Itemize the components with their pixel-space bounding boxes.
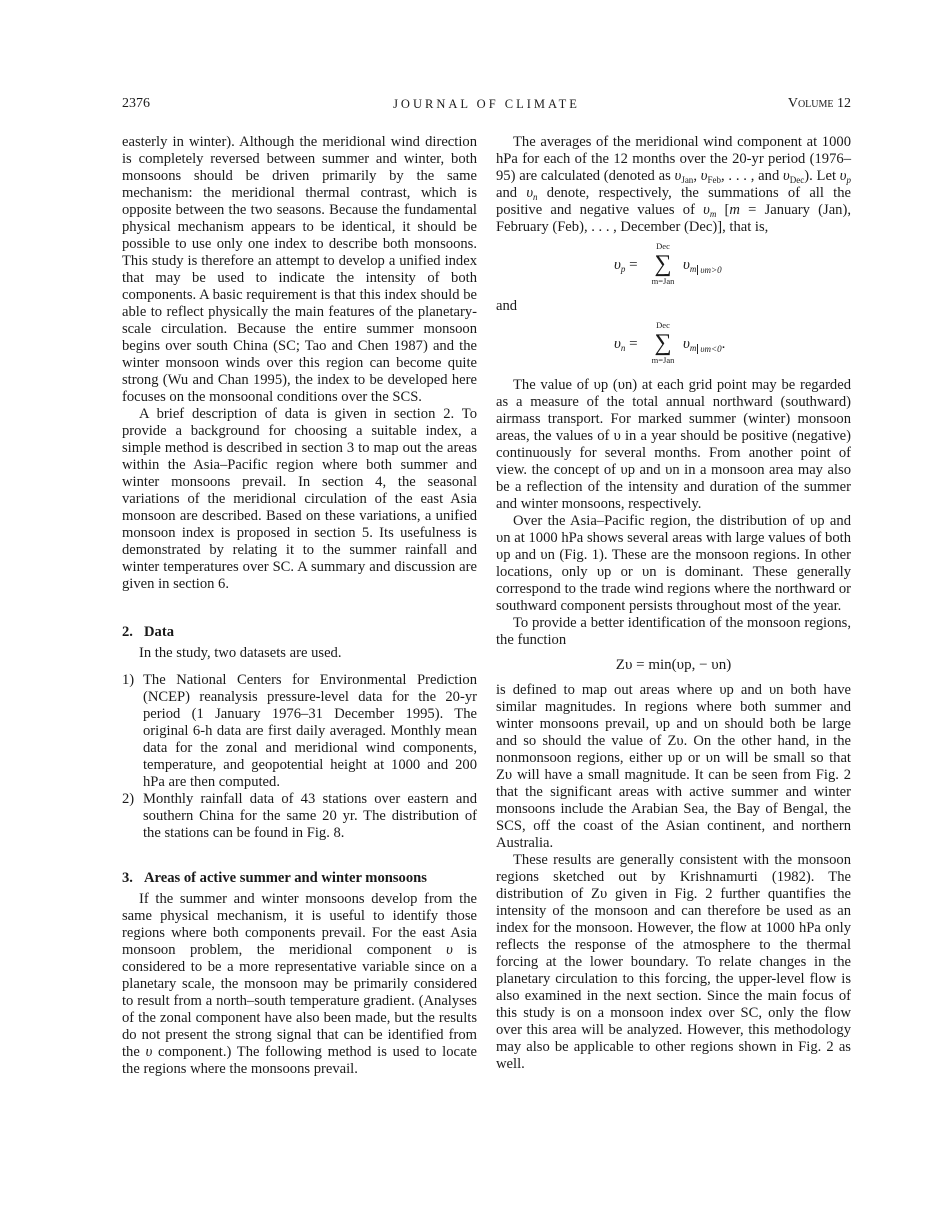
v-symbol: υ: [703, 202, 710, 218]
text-run: component.) The following method is used to locate the regions where the monsoons prevail.: [122, 1044, 477, 1077]
dataset-list: [122, 672, 477, 842]
equation-vn: [496, 321, 851, 371]
text-run: is considered to be a more representative variable since on a planetary scale, the monsoon may be primarily considered to result from a north–south temperature gradient. (Analyses of the zonal component have also been made, but the results do not present the strong signal that can be identified from the: [122, 942, 477, 1060]
intro-paragraph: easterly in winter). Although the meridional wind direction is completely reversed between summer and winter, both monsoons should be driven primarily by the same mechanism: the meridional thermal contrast, which is opposite between the two seasons. Because the fundamental physical mechanism appears to be identical, it should be possible to use only one index to describe both monsoons. This study is therefore an attempt to develop a unified index that may be used to indicate the intensity of both components. A basic requirement is that this index should be able to reflect physically the main features of the planetary-scale circulation. Because the entire summer monsoon begins over south China (SC; Tao and Chen 1987) and the winter monsoon winds over this region can become quite strong (Wu and Chan 1995), the index to be developed here focuses on the monsoonal conditions over the SCS.: [122, 134, 477, 405]
section-number: 2.: [122, 624, 133, 640]
outline-paragraph: A brief description of data is given in section 2. To provide a background for choosing a suitable index, a simple method is described in section 3 to map out the areas within the Asia–Pacific region where both summer and winter monsoons prevail. In section 4, the seasonal variations of the meridional circulation of the east Asia monsoon are described. Based on these variations, a unified monsoon index is proposed in section 5. Its usefulness is demonstrated by relating it to the summer rainfall and winter temperatures over SC. A summary and discussion are given in section 6.: [122, 406, 477, 592]
subscript: m: [709, 209, 717, 219]
and-word: and: [496, 298, 518, 314]
equation-rhs: $\upsilon_m$ $_{\upsilon m<0}$.: [683, 336, 726, 354]
text-run: = January (Jan), February (Feb), . . . , December (Dec)], that is,: [496, 202, 851, 235]
averages-paragraph: The averages of the meridional wind component at 1000 hPa for each of the 12 months over the 20-yr period (1976–95) are calculated (denoted as $\upsilon_{Jan}$, $\upsilon_{Feb}$, . . . , and $\upsilon_{Dec}$). Let $\upsilon_p$ and $\upsilon_n$ denote, respectively, the summations of all the positive and negative values of $\upsilon_m$ [m = January (Jan), February (Feb), . . . , December (Dec)], that is,: [496, 134, 851, 235]
subscript: Feb: [707, 175, 721, 185]
zv-definition-paragraph: is defined to map out areas where υp and υn both have similar magnitudes. In regions where both summer and winter monsoons prevail, υp and υn should both be large and so should the value of Zυ. On the other hand, in the nonmonsoon regions, either υp or υn will be small so that Zυ will have a small magnitude. It can be seen from Fig. 2 that the significant areas with active summer and winter monsoons include the Arabian Sea, the Bay of Bengal, the SCS, off the coast of the Asian continent, and northern Australia.: [496, 682, 851, 851]
section-3-heading: [122, 870, 477, 887]
section-number: 3.: [122, 870, 133, 886]
v-symbol: υ: [526, 185, 534, 201]
text-run: denote, respectively, the summations of all the positive and negative values of: [496, 185, 851, 218]
text-run: The averages of the meridional wind component at 1000 hPa for each of the 12 months over the 20-yr period (1976–95) are calculated (denoted as: [496, 134, 851, 184]
m-symbol: m: [729, 202, 740, 218]
equation-zv: Zυ = min(υp, − υn): [615, 657, 732, 673]
equation-vp: [496, 242, 851, 292]
journal-title: JOURNAL OF CLIMATE: [393, 97, 580, 111]
summation-symbol: Dec ∑ m=Jan: [651, 320, 675, 365]
right-column: [496, 134, 851, 1073]
subscript: Jan: [681, 175, 694, 185]
v-symbol: υ: [145, 1044, 153, 1060]
text-run: ). Let: [804, 168, 840, 184]
section-2-heading: [122, 624, 477, 641]
list-item-text: The National Centers for Environmental Prediction (NCEP) reanalysis pressure-level data for the 20-yr period (1 January 1976–31 December 1995). The original 6-h data are first daily averaged. Monthly mean data for the zonal and meridional wind components, temperature, and geopotential height at 1000 and 200 hPa are then computed.: [143, 672, 477, 790]
section-title: Data: [144, 624, 174, 640]
section-title: Areas of active summer and winter monsoons: [144, 870, 427, 886]
subscript: n: [533, 192, 538, 202]
text-run: If the summer and winter monsoons develop from the same physical mechanism, it is useful to identify those regions where both components prevail. For the east Asia monsoon problem, the meridional component: [122, 891, 477, 958]
list-item-label: 2): [122, 791, 135, 807]
text-run: [: [716, 202, 730, 218]
volume-label: Volume 12: [787, 96, 851, 111]
v-symbol: υ: [700, 168, 708, 184]
v-symbol: υ: [783, 168, 790, 184]
running-header: [122, 96, 851, 114]
list-item: [122, 672, 477, 791]
text-run: , . . . , and: [720, 168, 784, 184]
equation-lhs: $\upsilon_n$ =: [614, 336, 638, 353]
left-column: [122, 134, 477, 1078]
text-run: and: [496, 185, 527, 201]
equation-rhs: $\upsilon_m$ $_{\upsilon m>0}$: [683, 257, 722, 275]
vp-vn-meaning-paragraph: The value of υp (υn) at each grid point may be regarded as a measure of the total annual northward (southward) airmass transport. For marked summer (winter) monsoon areas, the values of υ in a year should be positive (negative) continuously for several months. From another point of view. the concept of υp and υn in a monsoon area may also be a reflection of the intensity and duration of the summer and winter monsoons, respectively.: [496, 377, 851, 512]
summation-symbol: Dec ∑ m=Jan: [651, 241, 675, 286]
asia-pacific-paragraph: Over the Asia–Pacific region, the distribution of υp and υn at 1000 hPa shows several areas with large values of both υp and υn (Fig. 1). These are the monsoon regions. In other locations, only υp or υn is dominant. These generally correspond to the trade wind regions where the northward or southward component persists throughout most of the year.: [496, 513, 851, 614]
equation-lhs: $\upsilon_p$ =: [614, 257, 638, 274]
v-symbol: υ: [674, 168, 682, 184]
list-item-text: Monthly rainfall data of 43 stations over eastern and southern China for the same 20 yr. The distribution of the stations can be found in Fig. 8.: [143, 791, 477, 841]
subscript: Dec: [789, 175, 805, 185]
page-number: 2376: [122, 96, 150, 111]
list-item: [122, 791, 477, 842]
section-3-paragraph: [122, 891, 477, 1078]
section-2-intro: In the study, two datasets are used.: [139, 645, 342, 661]
function-intro-paragraph: To provide a better identification of the monsoon regions, the function: [496, 615, 851, 648]
v-symbol: υ: [446, 942, 453, 958]
krishnamurti-paragraph: These results are generally consistent with the monsoon regions sketched out by Krishnamurti (1982). The distribution of Zυ given in Fig. 2 further quantifies the intensity of the monsoon and can therefore be used as an index for the monsoon. However, the flow at 1000 hPa only reflects the response of the atmosphere to the thermal forcing at the lower boundary. To relate changes in the planetary circulation to this forcing, the upper-level flow is also examined in the next section. Since the main focus of this study is on a monsoon index over SC, only the flow over this area will be analyzed. However, this methodology may also be applicable to other regions shown in Fig. 2 as well.: [496, 852, 851, 1072]
v-symbol: υ: [839, 168, 847, 184]
list-item-label: 1): [122, 672, 135, 688]
subscript: p: [846, 175, 851, 185]
